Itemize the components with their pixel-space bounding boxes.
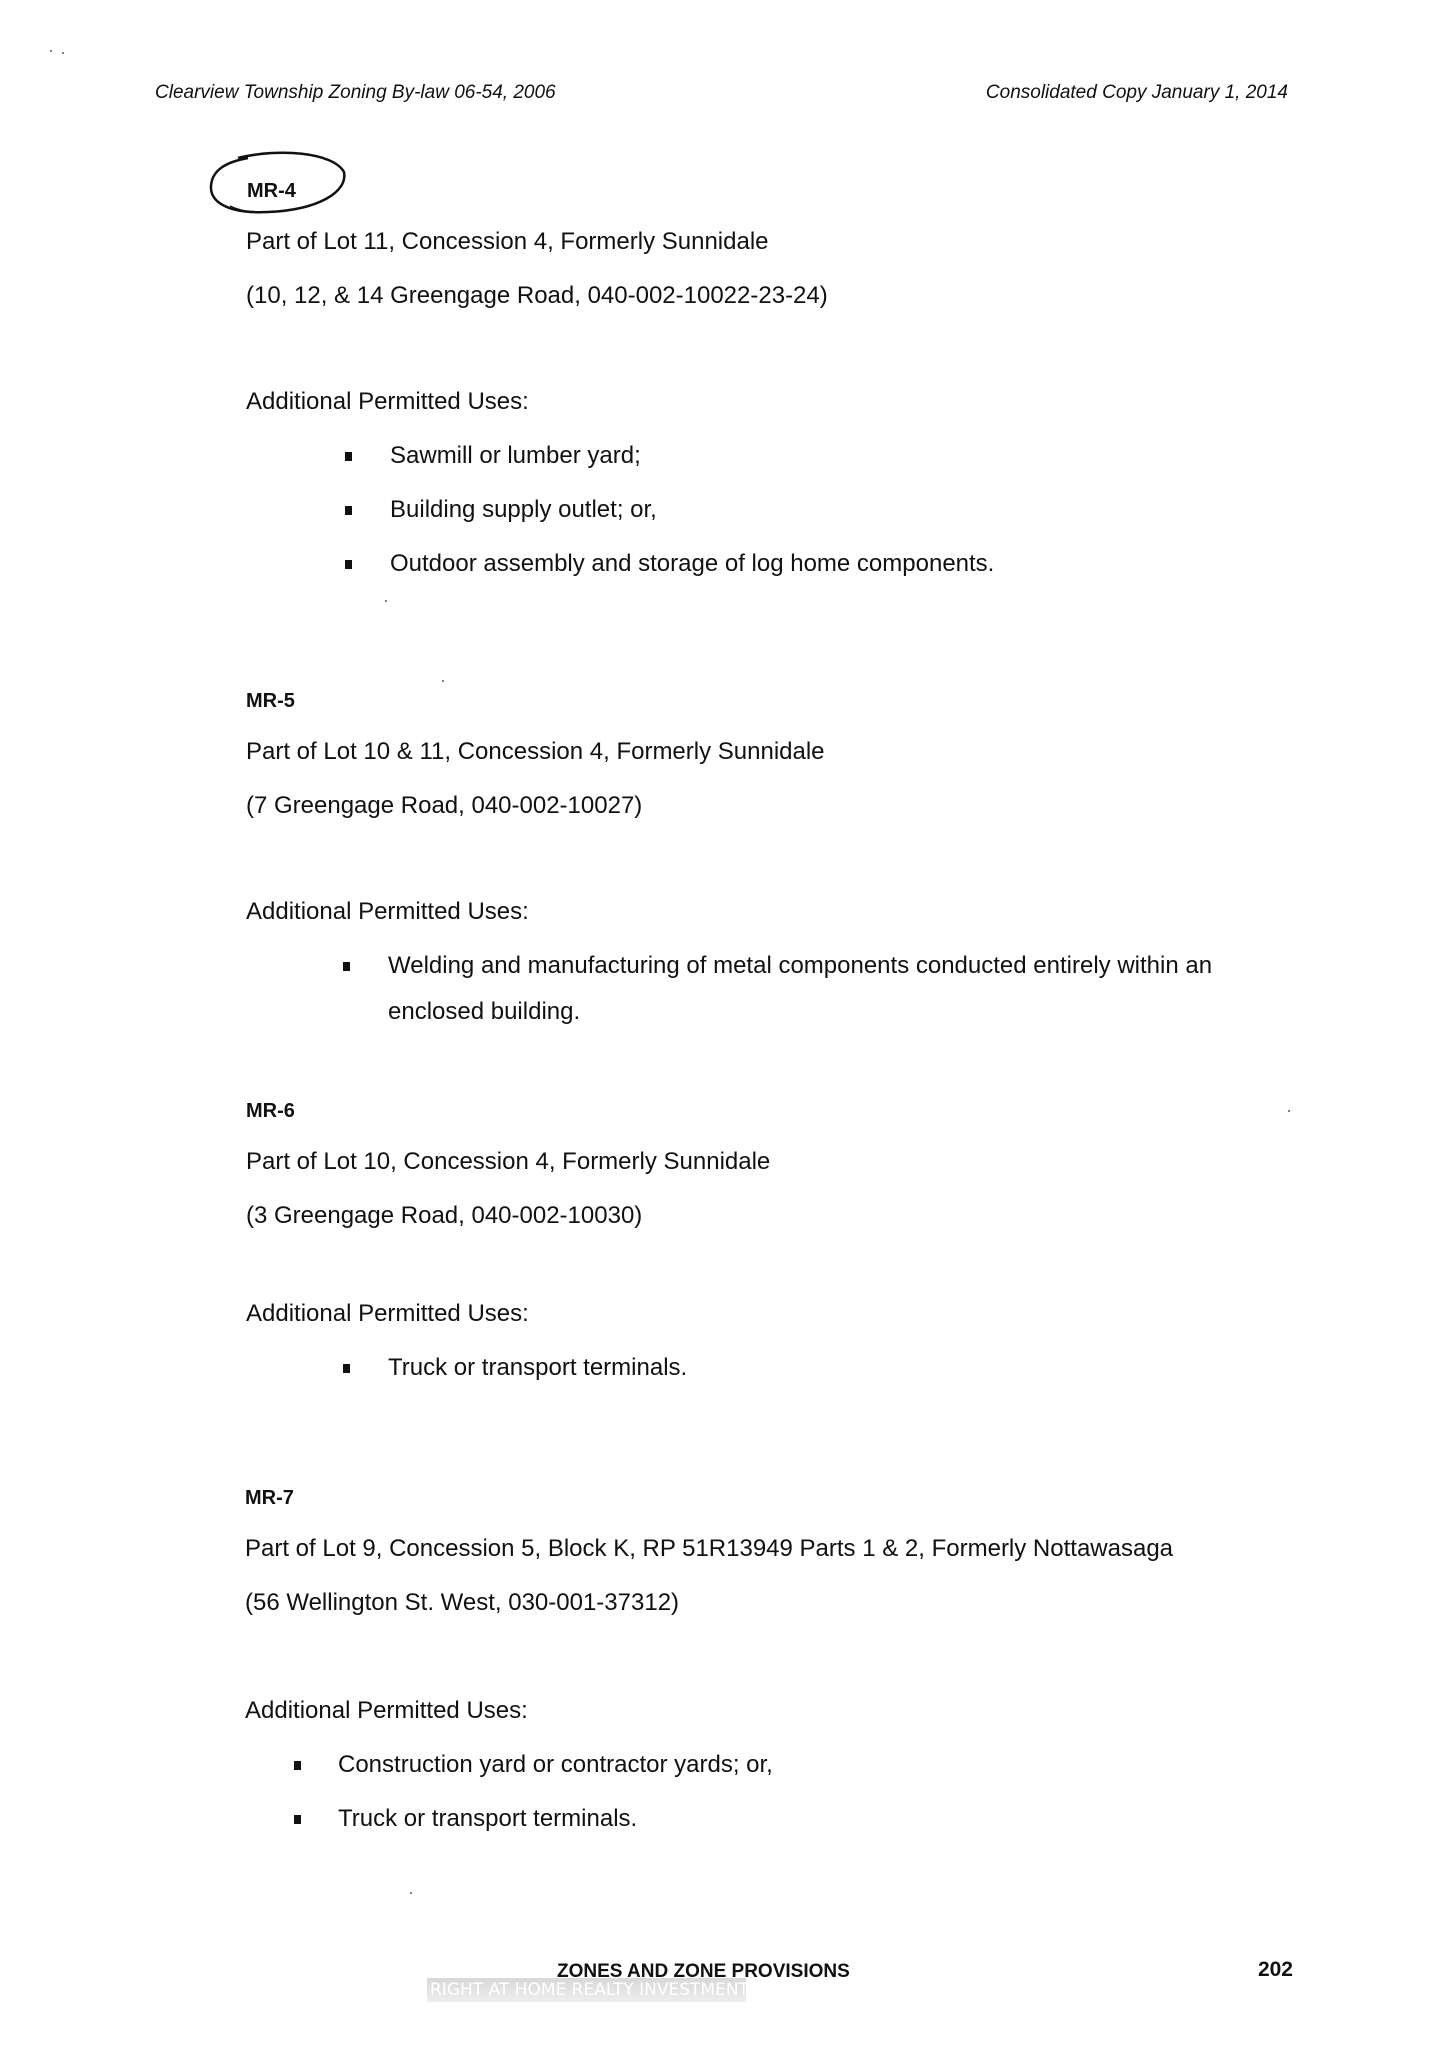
list-item-text: Truck or transport terminals.	[338, 1805, 638, 1832]
scan-speck	[442, 680, 444, 682]
scan-speck	[410, 1892, 412, 1894]
list-item-text: Outdoor assembly and storage of log home components.	[390, 550, 995, 577]
list-item-text: Truck or transport terminals.	[388, 1354, 688, 1381]
list-item	[388, 952, 1212, 980]
list-item	[388, 1354, 687, 1382]
zone-code-mr5: MR-5	[246, 690, 295, 712]
header-consolidation-date: Consolidated Copy January 1, 2014	[985, 82, 1288, 103]
list-item-text: Building supply outlet; or,	[390, 496, 657, 523]
zone-address: (56 Wellington St. West, 030-001-37312)	[245, 1589, 680, 1616]
scan-speck	[385, 600, 387, 602]
list-item-text: Welding and manufacturing of metal components conducted entirely within an	[388, 952, 1213, 979]
uses-heading: Additional Permitted Uses:	[245, 1697, 528, 1724]
bullet-square-icon	[343, 1364, 350, 1373]
zone-location: Part of Lot 10 & 11, Concession 4, Formerly Sunnidale	[246, 738, 825, 765]
uses-heading: Additional Permitted Uses:	[246, 898, 529, 925]
bullet-square-icon	[345, 506, 352, 515]
footer-section-title: ZONES AND ZONE PROVISIONS	[557, 1961, 850, 1982]
zone-address: (10, 12, & 14 Greengage Road, 040-002-10022-23-24)	[246, 282, 828, 309]
scan-speck	[1288, 1110, 1290, 1112]
bullet-square-icon	[294, 1815, 301, 1824]
scan-speck	[50, 50, 52, 52]
list-item	[390, 550, 994, 578]
bullet-square-icon	[345, 452, 352, 461]
list-item	[390, 442, 641, 470]
uses-heading: Additional Permitted Uses:	[246, 1300, 529, 1327]
zone-code-mr7: MR-7	[245, 1487, 294, 1509]
zone-location: Part of Lot 9, Concession 5, Block K, RP 51R13949 Parts 1 & 2, Formerly Nottawasaga	[245, 1535, 1174, 1562]
list-item	[338, 1805, 637, 1833]
list-item	[338, 1751, 773, 1779]
bullet-square-icon	[294, 1761, 301, 1770]
bullet-square-icon	[343, 962, 350, 971]
zone-address: (3 Greengage Road, 040-002-10030)	[246, 1202, 643, 1229]
list-item-text: Construction yard or contractor yards; or,	[338, 1751, 773, 1778]
zone-code-mr6: MR-6	[246, 1100, 295, 1122]
list-item-continuation: enclosed building.	[388, 998, 581, 1025]
header-document-title: Clearview Township Zoning By-law 06-54, 2006	[155, 82, 556, 103]
list-item	[390, 496, 657, 524]
zone-code-mr4: MR-4	[247, 180, 296, 202]
zone-location: Part of Lot 10, Concession 4, Formerly Sunnidale	[246, 1148, 771, 1175]
list-item-text: Sawmill or lumber yard;	[390, 442, 641, 469]
brokerage-watermark: RIGHT AT HOME REALTY INVESTMENTS GROUP, Brokerage	[427, 1978, 746, 2002]
zone-address: (7 Greengage Road, 040-002-10027)	[246, 792, 643, 819]
uses-heading: Additional Permitted Uses:	[246, 388, 529, 415]
zone-location: Part of Lot 11, Concession 4, Formerly Sunnidale	[246, 228, 769, 255]
scan-speck	[62, 52, 64, 54]
page-number: 202	[1257, 1958, 1293, 1981]
bullet-square-icon	[345, 560, 352, 569]
